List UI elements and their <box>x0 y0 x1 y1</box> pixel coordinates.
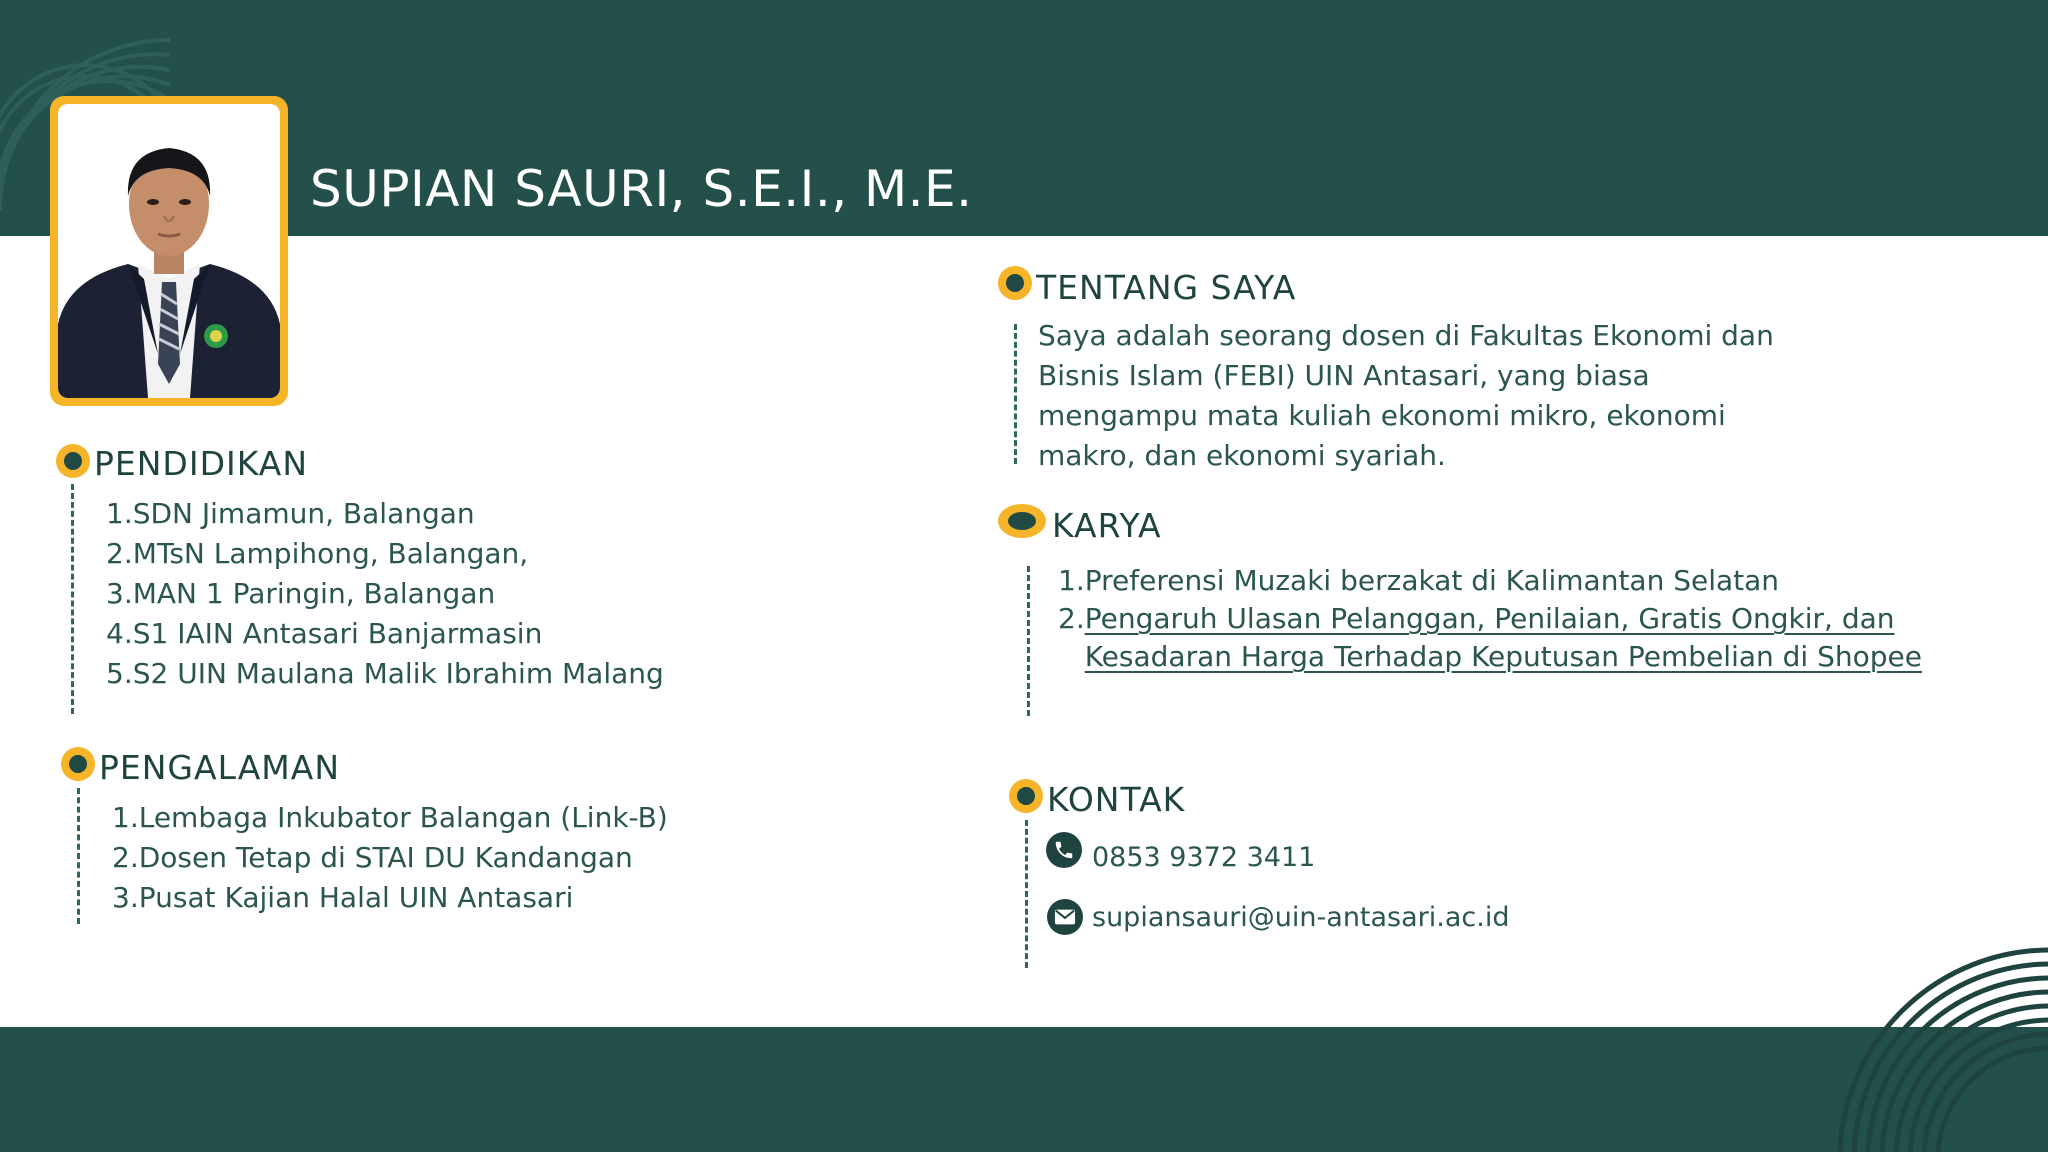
karya-item-link[interactable]: Kesadaran Harga Terhadap Keputusan Pembelian di Shopee <box>1084 640 1922 673</box>
profile-photo <box>58 104 280 398</box>
section-bullet-icon <box>56 444 90 478</box>
pendidikan-item: 1.SDN Jimamun, Balangan <box>106 497 475 530</box>
pengalaman-divider <box>77 788 80 924</box>
karya-list <box>1058 562 1922 676</box>
pendidikan-list <box>106 494 664 694</box>
pengalaman-heading: PENGALAMAN <box>99 748 341 787</box>
section-bullet-icon <box>61 747 95 781</box>
tentang-divider <box>1014 324 1017 464</box>
portrait-image <box>58 104 280 398</box>
decorative-arcs-bottom-right <box>1820 940 2048 1152</box>
pendidikan-item: 2.MTsN Lampihong, Balangan, <box>106 537 529 570</box>
tentang-text: Saya adalah seorang dosen di Fakultas Ekonomi dan Bisnis Islam (FEBI) UIN Antasari, yang biasa mengampu mata kuliah ekonomi mikro, ekonomi makro, dan ekonomi syariah. <box>1038 319 1774 472</box>
phone-number[interactable]: 0853 9372 3411 <box>1092 842 1316 873</box>
pendidikan-item: 3.MAN 1 Paringin, Balangan <box>106 577 496 610</box>
karya-item <box>1058 600 1922 676</box>
pengalaman-list <box>112 798 668 918</box>
kontak-heading: KONTAK <box>1047 780 1186 819</box>
pendidikan-item: 5.S2 UIN Maulana Malik Ibrahim Malang <box>106 657 664 690</box>
pengalaman-item: 2.Dosen Tetap di STAI DU Kandangan <box>112 841 633 874</box>
pendidikan-heading: PENDIDIKAN <box>94 444 309 483</box>
header-band <box>0 0 2048 236</box>
pendidikan-item: 4.S1 IAIN Antasari Banjarmasin <box>106 617 543 650</box>
tentang-heading: TENTANG SAYA <box>1036 268 1297 307</box>
karya-item-number: 2. <box>1058 602 1085 635</box>
section-bullet-icon <box>998 266 1032 300</box>
mail-icon <box>1047 899 1083 935</box>
phone-icon <box>1046 832 1082 868</box>
kontak-divider <box>1025 820 1028 968</box>
pengalaman-item: 1.Lembaga Inkubator Balangan (Link-B) <box>112 801 668 834</box>
karya-heading: KARYA <box>1052 506 1162 545</box>
karya-item-link[interactable]: Pengaruh Ulasan Pelanggan, Penilaian, Gratis Ongkir, dan <box>1084 602 1895 635</box>
email-address[interactable]: supiansauri@uin-antasari.ac.id <box>1092 902 1510 933</box>
profile-photo-frame <box>50 96 288 406</box>
footer-band <box>0 1027 2048 1152</box>
karya-divider <box>1027 566 1030 716</box>
pendidikan-divider <box>71 484 74 714</box>
karya-item: 1.Preferensi Muzaki berzakat di Kalimantan Selatan <box>1058 564 1780 597</box>
pengalaman-item: 3.Pusat Kajian Halal UIN Antasari <box>112 881 574 914</box>
profile-name: SUPIAN SAURI, S.E.I., M.E. <box>310 160 973 218</box>
section-bullet-icon <box>998 504 1046 538</box>
section-bullet-icon <box>1009 779 1043 813</box>
